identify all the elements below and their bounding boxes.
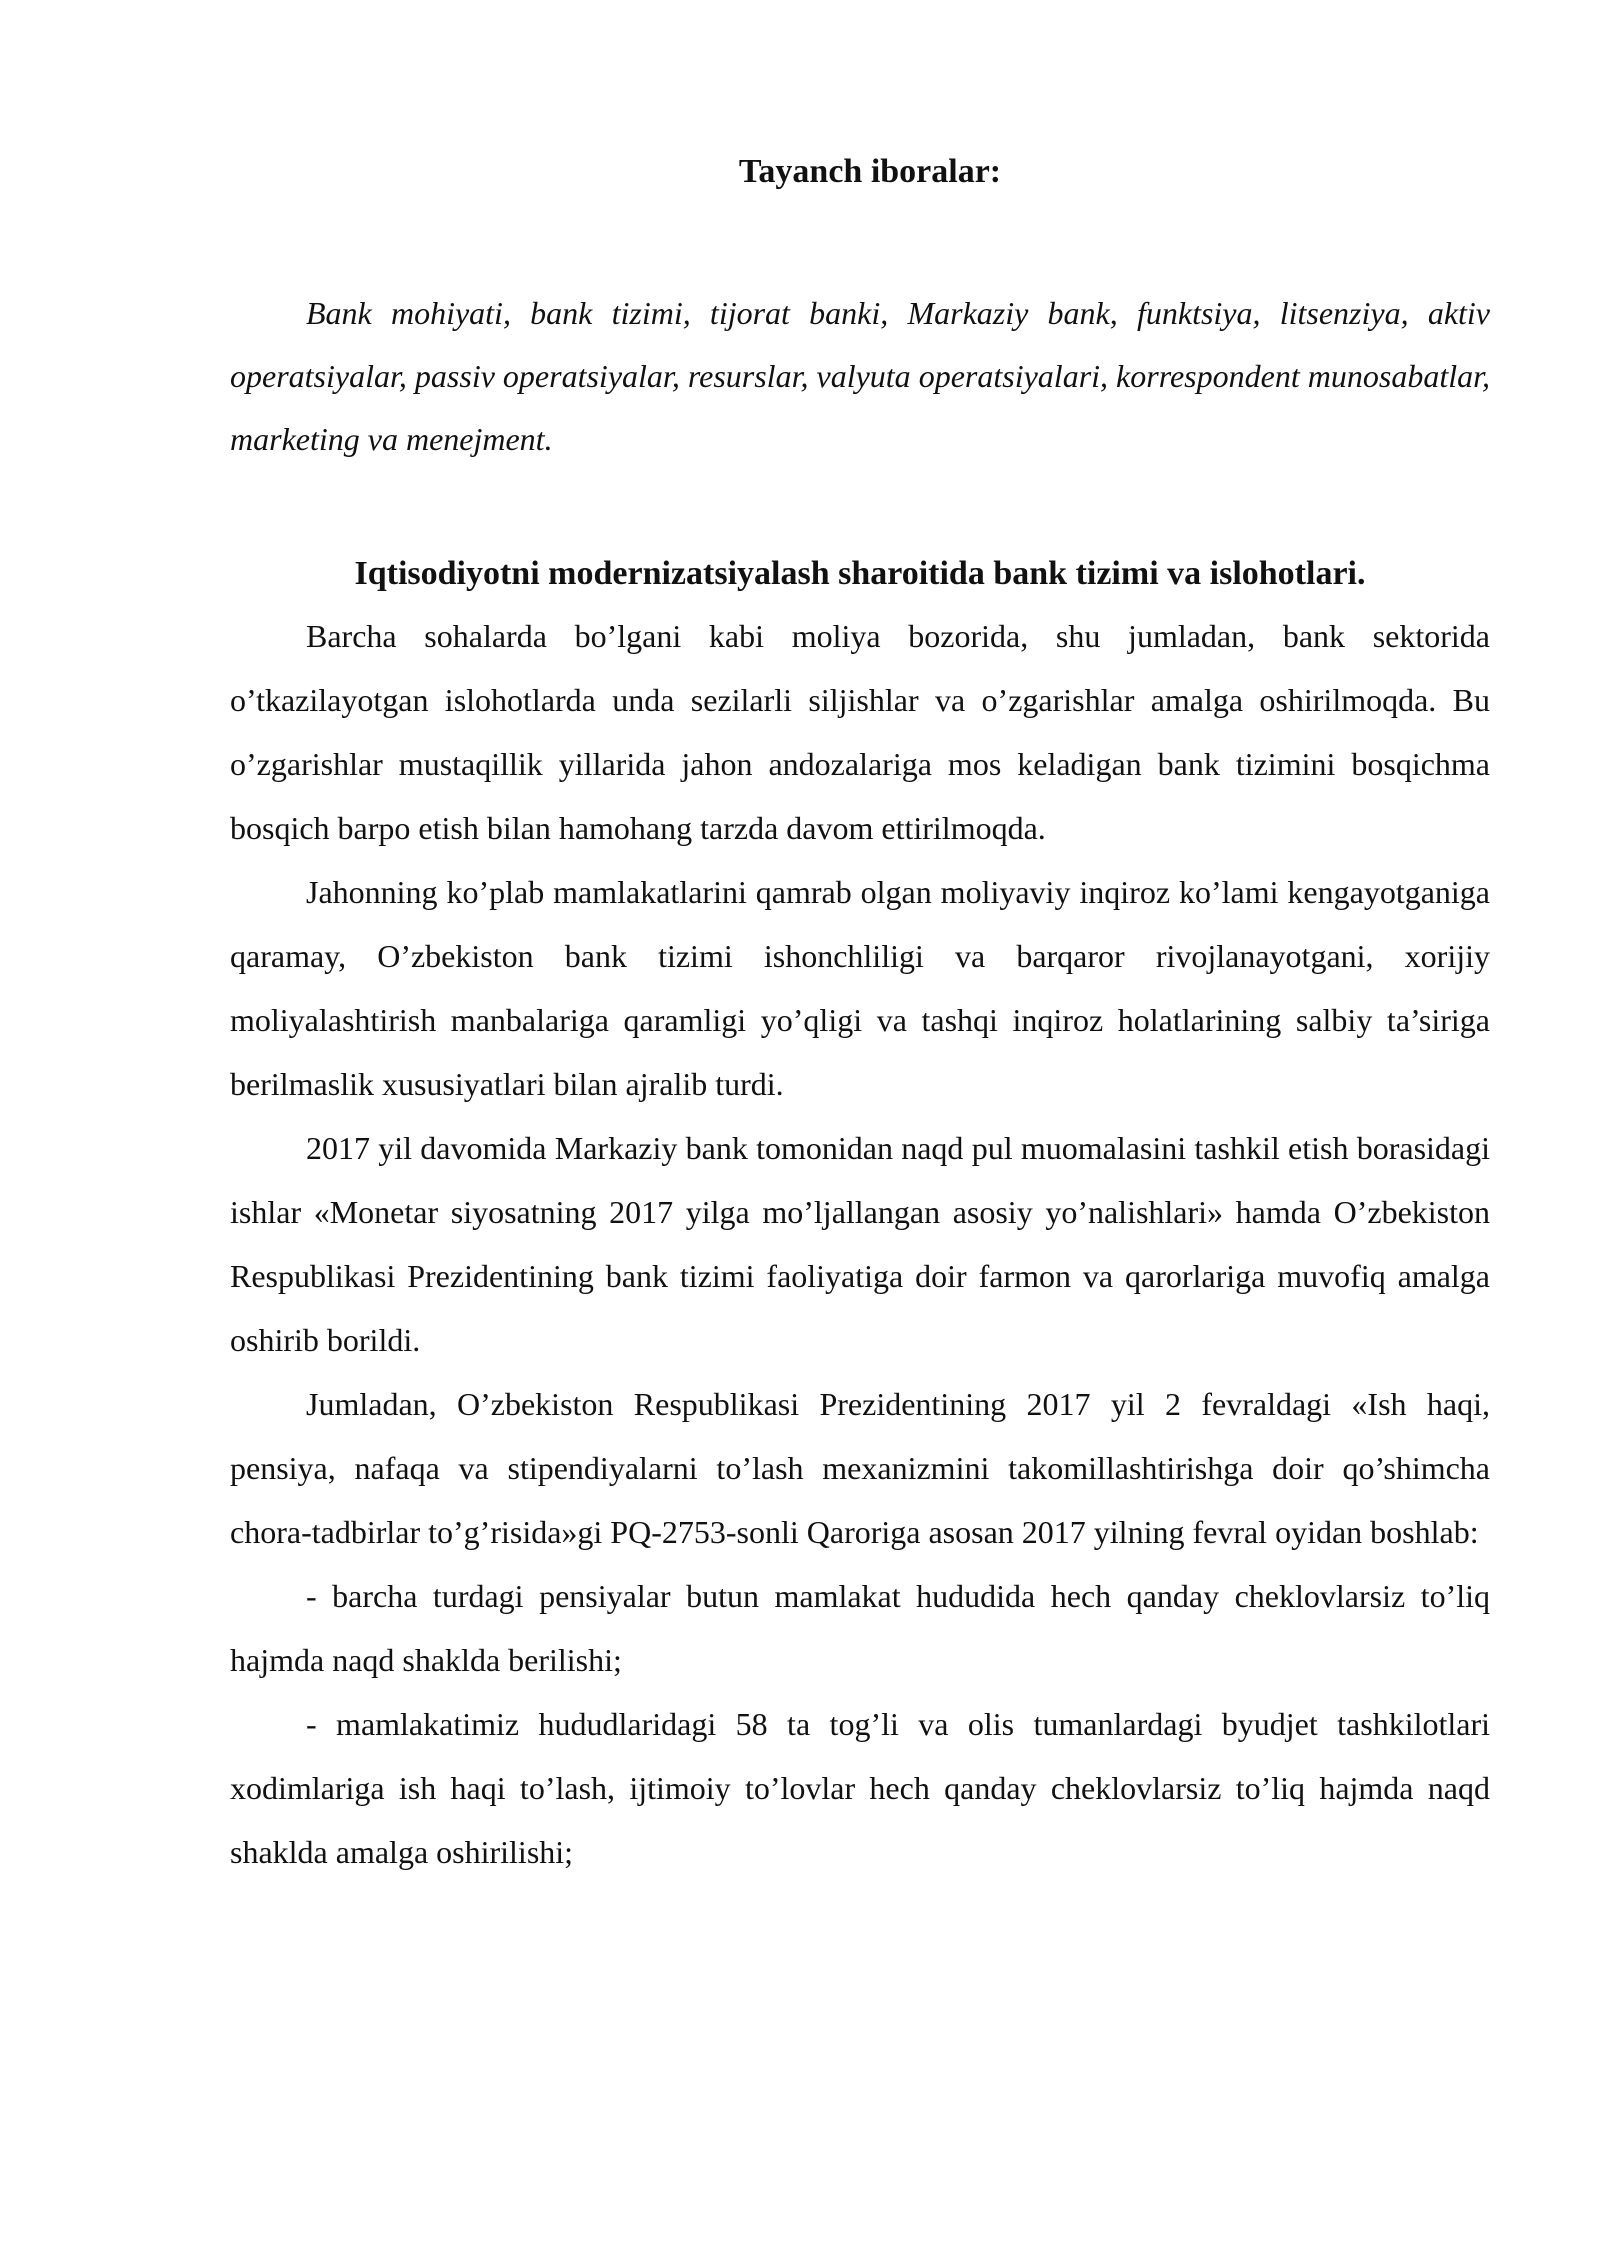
list-item: - mamlakatimiz hududlaridagi 58 ta tog’li va olis tumanlardagi byudjet tashkilotlari xodimlariga ish haqi to’lash, ijtimoiy to’lovlar hech qanday cheklovlarsiz to’liq hajmda naqd shaklda amalga oshirilishi; [230, 1706, 1490, 1870]
document-page [230, 150, 1490, 1884]
page-heading: Tayanch iboralar: [738, 153, 1002, 190]
paragraph: Jumladan, O’zbekiston Respublikasi Prezidentining 2017 yil 2 fevraldagi «Ish haqi, pensiya, nafaqa va stipendiyalarni to’lash mexanizmini takomillashtirishga doir qo’shimcha chora-tadbirlar to’g’risida»gi PQ-2753-sonli Qaroriga asosan 2017 yilning fevral oyidan boshlab: [230, 1386, 1490, 1550]
list-item: - barcha turdagi pensiyalar butun mamlakat hududida hech qanday cheklovlarsiz to’liq hajmda naqd shaklda berilishi; [230, 1578, 1490, 1678]
paragraph: Jahonning ko’plab mamlakatlarini qamrab olgan moliyaviy inqiroz ko’lami kengayotganiga qaramay, O’zbekiston bank tizimi ishonchliligi va barqaror rivojlanayotgani, xorijiy moliyalashtirish manbalariga qaramligi yo’qligi va tashqi inqiroz holatlarining salbiy ta’siriga berilmaslik xususiyatlari bilan ajralib turdi. [230, 874, 1490, 1102]
paragraph: Barcha sohalarda bo’lgani kabi moliya bozorida, shu jumladan, bank sektorida o’tkazilayotgan islohotlarda unda sezilarli siljishlar va o’zgarishlar amalga oshirilmoqda. Bu o’zgarishlar mustaqillik yillarida jahon andozalariga mos keladigan bank tizimini bosqichma bosqich barpo etish bilan hamohang tarzda davom ettirilmoqda. [230, 618, 1490, 846]
section-title: Iqtisodiyotni modernizatsiyalash sharoitida bank tizimi va islohotlari. [354, 555, 1366, 592]
keywords-text: Bank mohiyati, bank tizimi, tijorat banki, Markaziy bank, funktsiya, litsenziya, aktiv operatsiyalar, passiv operatsiyalar, resurslar, valyuta operatsiyalari, korrespondent munosabatlar, marketing va menejment. [230, 295, 1490, 457]
paragraph: 2017 yil davomida Markaziy bank tomonidan naqd pul muomalasini tashkil etish borasidagi ishlar «Monetar siyosatning 2017 yilga mo’ljallangan asosiy yo’nalishlari» hamda O’zbekiston Respublikasi Prezidentining bank tizimi faoliyatiga doir farmon va qarorlariga muvofiq amalga oshirib borildi. [230, 1130, 1490, 1358]
